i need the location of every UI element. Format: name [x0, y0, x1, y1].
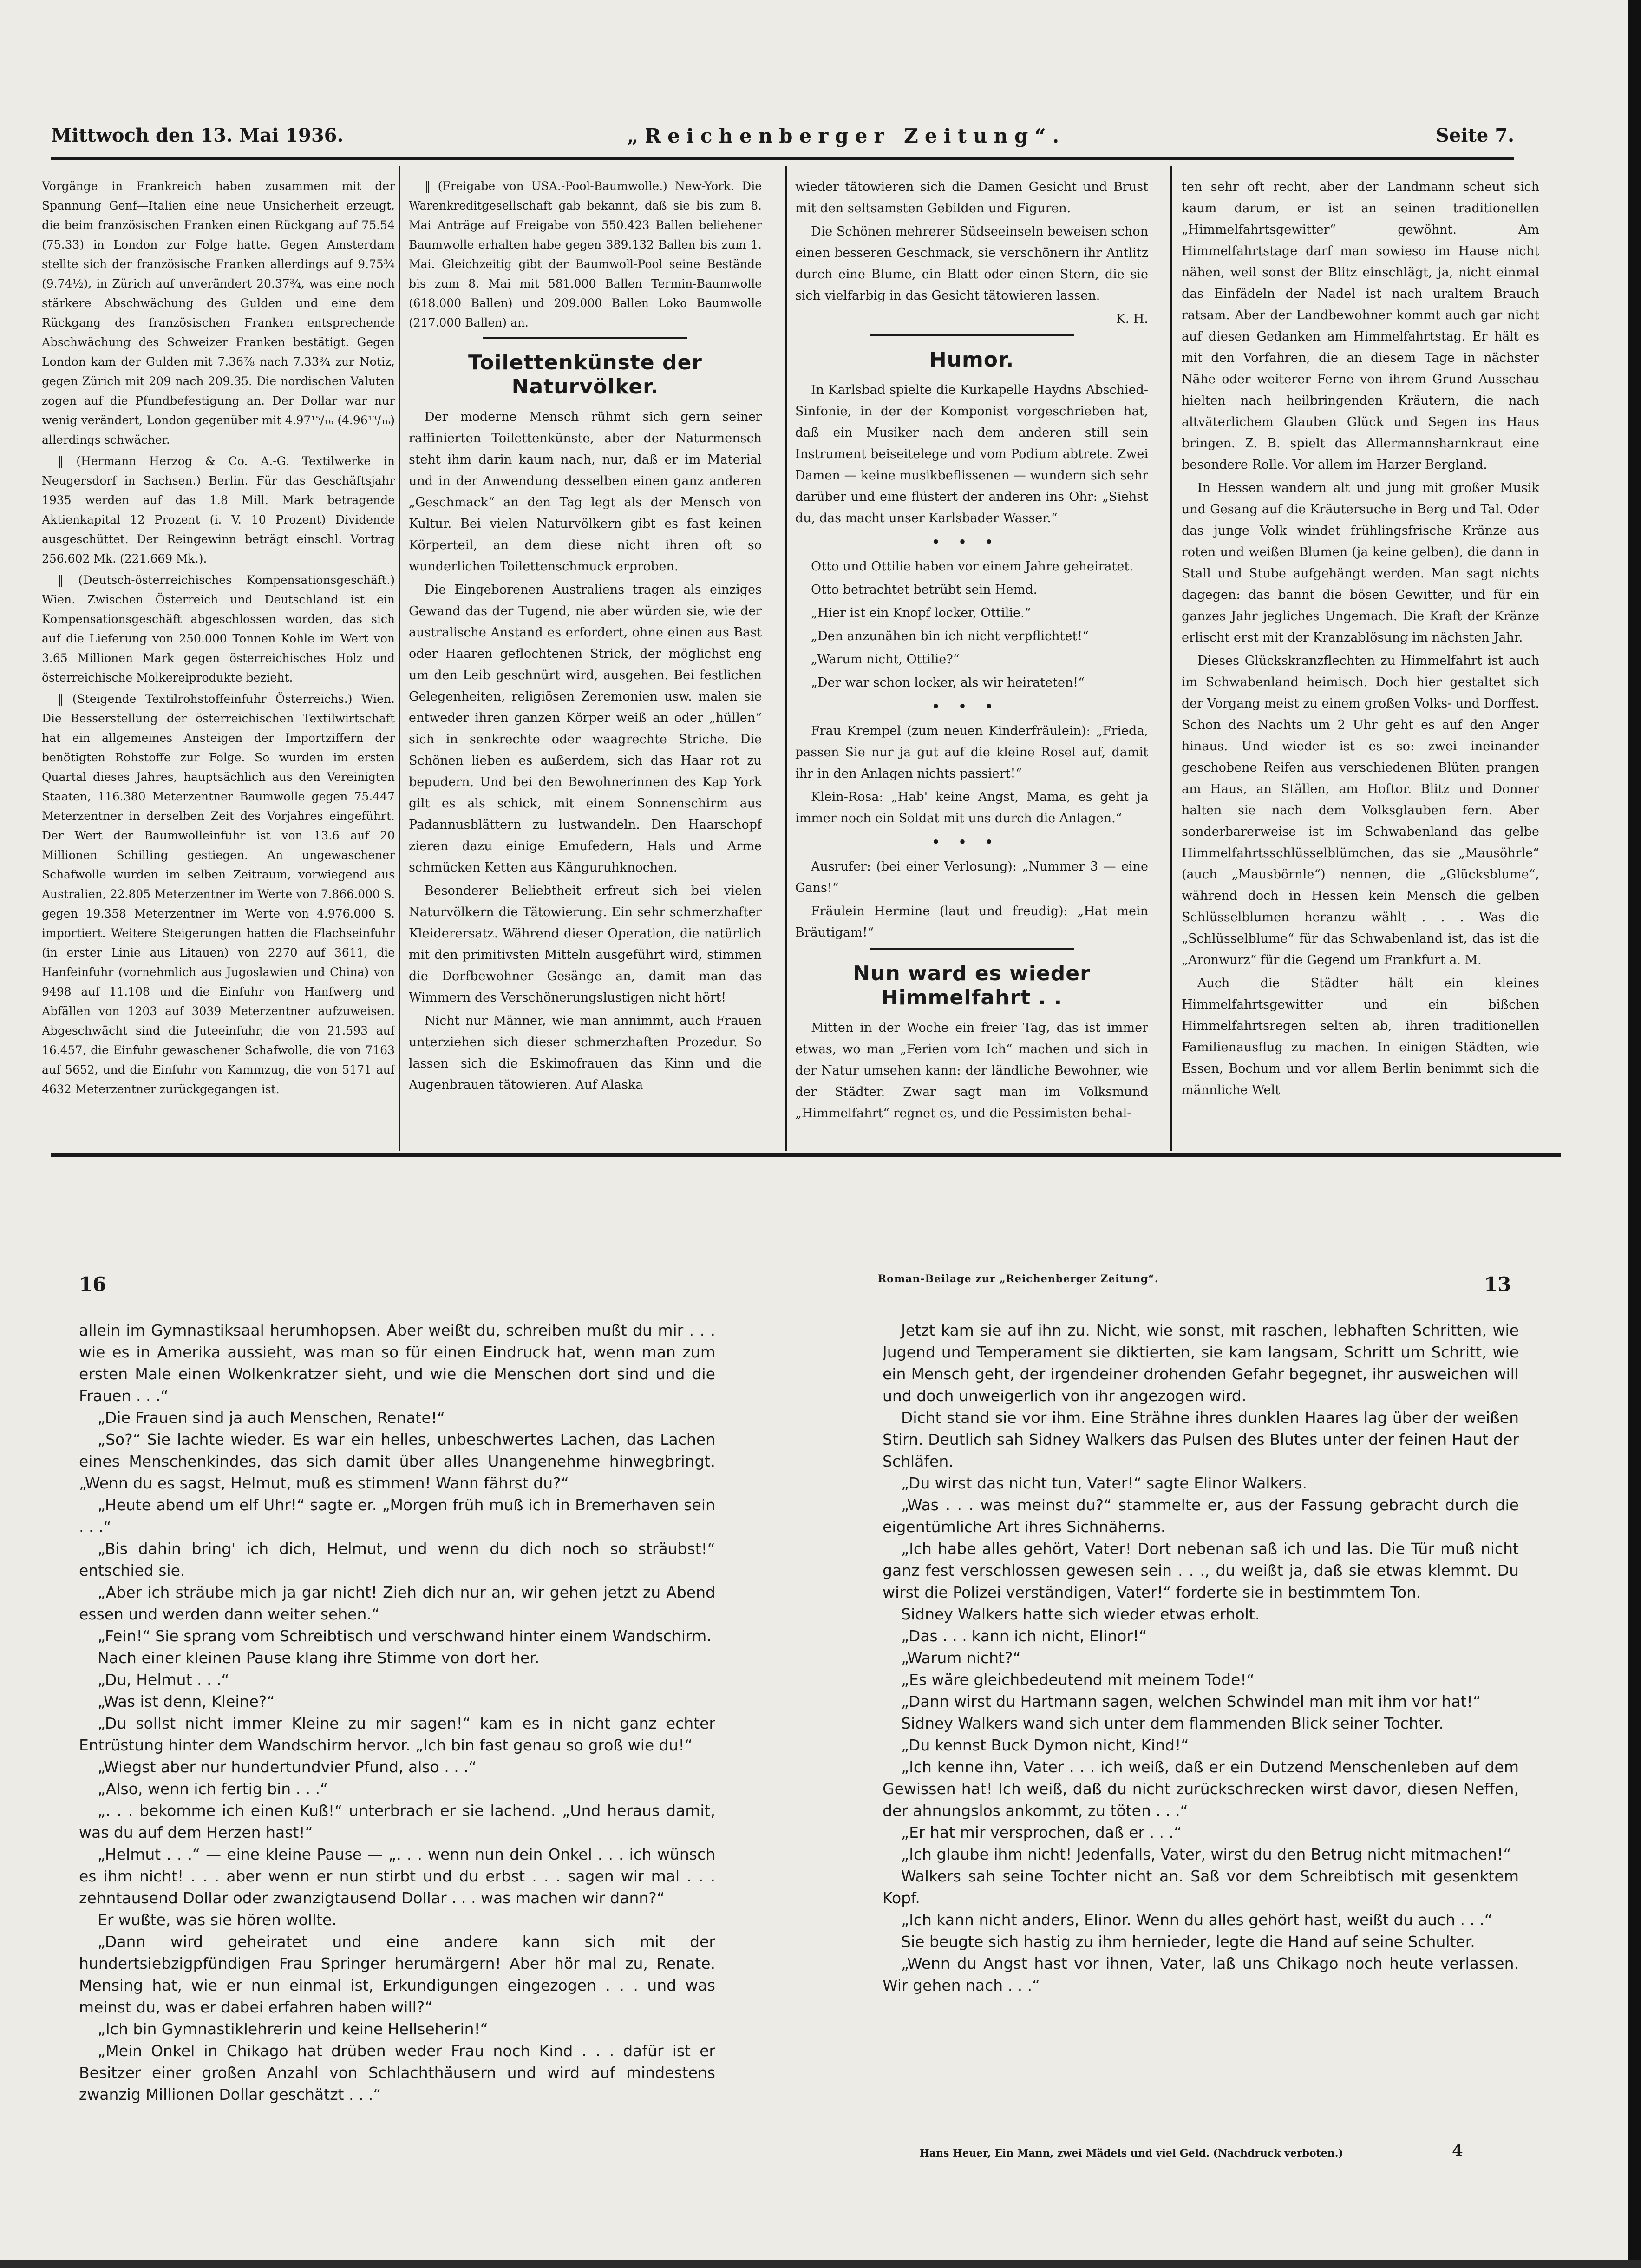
novel-paragraph: „Ich kann nicht anders, Elinor. Wenn du alles gehört hast, weißt du auch . . .“ [901, 1911, 1493, 1929]
joke-paragraph: Klein-Rosa: „Hab' keine Angst, Mama, es geht ja immer noch ein Soldat mit uns durch die Anlagen.“ [795, 790, 1148, 826]
page-edge [1628, 0, 1641, 2268]
novel-paragraph: „Du wirst das nicht tun, Vater!“ sagte Elinor Walkers. [901, 1474, 1307, 1492]
novel-paragraph: „. . . bekomme ich einen Kuß!“ unterbrach er sie lachend. „Und heraus damit, was du auf dem Herzen hast!“ [79, 1802, 715, 1842]
article-paragraph: Der moderne Mensch rühmt sich gern seiner raffinierten Toilettenkünste, aber der Naturmensch steht ihm darin kaum nach, nur, daß er im Material und in der Anwendung desselben einen ganz anderen „Geschmack“ an den Tag legt als der Mensch von Kultur. Bei vielen Naturvölkern gibt es fast keinen Körperteil, an dem diese nicht ihren oft so wunderlichen Toilettenschmuck erproben. [409, 410, 762, 574]
article-paragraph: Dieses Glückskranzflechten zu Himmelfahrt ist auch im Schwabenland heimisch. Doch hier gestaltet sich der Vorgang meist zu einem großen Volks- und Dorffest. Schon des Nachts um 2 Uhr geht es auf den Anger hinaus. Und wieder ist es so: zwei ineinander geschobene Reifen aus verschiedenen Blüten prangen am Haus, an Ställen, am Hoftor. Blitz und Donner halten sie nach dem Volksglauben fern. Aber sonderbarerweise ist im Schwabenland das gelbe Himmelfahrtsschlüsselblümchen, das sie „Mausöhrle“ (auch „Mausbörnle“) nennen, die „Glücksblume“, während doch in Hessen kein Mensch die gelben Schlüsselblumen heranzu wählt . . . Was die „Schlüsselblume“ für das Schwabenland ist, das ist die „Aronwurz“ für die Gegend um Frankfurt a. M. [1182, 654, 1539, 967]
novel-paragraph: „Heute abend um elf Uhr!“ sagte er. „Morgen früh muß ich in Bremerhaven sein . . .“ [79, 1496, 715, 1536]
joke-paragraph: „Warum nicht, Ottilie?“ [811, 652, 960, 667]
newspaper-header [51, 125, 1514, 157]
article-paragraph: wieder tätowieren sich die Damen Gesicht und Brust mit den seltsamsten Gebilden und Figuren. [795, 180, 1148, 216]
novel-paragraph: Sie beugte sich hastig zu ihm hernieder, legte die Hand auf seine Schulter. [901, 1933, 1475, 1951]
novel-page-number-left: 16 [79, 1273, 106, 1296]
novel-paragraph: Jetzt kam sie auf ihn zu. Nicht, wie sonst, mit raschen, lebhaften Schritten, wie Jugend und Temperament sie diktierten, sie kam langsam, Schritt um Schritt, wie ein Mensch geht, der irgendeiner drohenden Gefahr begegnet, ihr ausweichen will und doch unweigerlich von ihr angezogen wird. [883, 1321, 1519, 1405]
article-paragraph: ‖ (Deutsch-österreichisches Kompensationsgeschäft.) Wien. Zwischen Österreich und Deutschland ist ein Kompensationsgeschäft abgeschlossen worden, das sich auf die Lieferung von 250.000 Tonnen Kohle im Wert von 3.65 Millionen Mark gegen österreichisches Holz und österreichische Molkereiprodukte bezieht. [42, 573, 395, 684]
novel-paragraph: Sidney Walkers hatte sich wieder etwas erholt. [901, 1605, 1260, 1623]
section-bottom-rule [51, 1153, 1561, 1157]
column-divider [785, 166, 787, 1151]
column-divider [1170, 166, 1172, 1151]
column-himmelfahrt [1182, 177, 1539, 1147]
novel-paragraph: „Fein!“ Sie sprang vom Schreibtisch und verschwand hinter einem Wandschirm. [98, 1627, 712, 1645]
novel-paragraph: „Was ist denn, Kleine?“ [98, 1692, 275, 1711]
article-paragraph: ten sehr oft recht, aber der Landmann scheut sich kaum darum, er ist an seinen traditionellen „Himmelfahrtsgewitter“ gewöhnt. Am Himmelfahrtstage darf man sowieso im Hause nicht nähen, weil sonst der Blitz einschlägt, ja, nicht einmal das Einfädeln der Nadel ist nach uraltem Brauch ratsam. Aber der Landbewohner kommt auch gar nicht auf diesen Gedanken am Himmelfahrtstag. Er hält es mit den Vorfahren, die an diesem Tage in nächster Nähe oder weiterer Ferne von ihrem Grund Ausschau hielten nach heilbringenden Kräutern, die nach altväterlichem Glauben Glück und Segen ins Haus bringen. Z. B. spielt das Allermannsharnkraut eine besondere Rolle. Vor allem im Harzer Bergland. [1182, 180, 1539, 472]
joke-paragraph: In Karlsbad spielte die Kurkapelle Haydns Abschied-Sinfonie, in der der Komponist vorgeschrieben hat, daß ein Musiker nach dem anderen still sein Instrument beiseitelege und vom Podium abtrete. Zwei Damen — keine musikbeflissenen — wundern sich sehr darüber und eine flüstert der anderen ins Ohr: „Siehst du, das macht unser Karlsbader Wasser.“ [795, 383, 1148, 525]
novel-paragraph: „Helmut . . .“ — eine kleine Pause — „. . . wenn nun dein Onkel . . . ich wünsch es ihm nicht! . . . aber wenn er nun stirbt und du erbst . . . sagen wir mal . . . zehntausend Dollar oder zwanzigtausend Dollar . . . was machen wir dann?“ [79, 1845, 715, 1907]
novel-paragraph: „Er hat mir versprochen, daß er . . .“ [901, 1823, 1182, 1842]
novel-paragraph: „Ich habe alles gehört, Vater! Dort nebenan saß ich und las. Die Tür muß nicht ganz fest verschlossen gewesen sein . . ., du weißt ja, daß sie etwas klemmt. Du wirst die Polizei verständigen, Vater!“ forderte sie in bestimmtem Ton. [883, 1540, 1519, 1601]
novel-paragraph: „Ich bin Gymnastiklehrerin und keine Hellseherin!“ [98, 2020, 488, 2038]
article-paragraph: ‖ (Steigende Textilrohstoffeinfuhr Österreichs.) Wien. Die Besserstellung der österreichischen Textilwirtschaft hat ein allgemeines Ansteigen der Importziffern der benötigten Rohstoffe zur Folge. So wurden im ersten Quartal dieses Jahres, hauptsächlich aus den Vereinigten Staaten, 116.380 Meterzentner Baumwolle gegen 75.447 Meterzentner in derselben Zeit des Vorjahres eingeführt. Der Wert der Baumwolleinfuhr ist von 13.6 auf 20 Millionen Schilling gestiegen. An ungewaschener Schafwolle wurden im selben Zeitraum, vorwiegend aus Australien, 22.805 Meterzentner im Werte von 7.866.000 S. gegen 19.358 Meterzentner im Werte von 4.976.000 S. importiert. Weitere Steigerungen hatten die Flachseinfuhr (in erster Linie aus Litauen) von 2270 auf 3611, die Hanfeinfuhr (vornehmlich aus Jugoslawien und China) von 9498 auf 11.108 und die Einfuhr von Hanfwerg und Abfällen von 1203 auf 3039 Meterzentner aufzuweisen. Abgeschwächt sind die Juteeinfuhr, die von 21.593 auf 16.457, die Einfuhr gewaschener Schafwolle, die von 7163 auf 5652, und die Einfuhr von Kammzug, die von 5171 auf 4632 Meterzentner zurückgegangen ist. [42, 692, 395, 1096]
article-paragraph: Nicht nur Männer, wie man annimmt, auch Frauen unterziehen sich dieser schmerzhaften Prozedur. So lassen sich die Eskimofrauen das Kinn und die Augenbrauen tätowieren. Auf Alaska [409, 1014, 762, 1092]
novel-footer-mark: 4 [1452, 2142, 1463, 2160]
novel-supplement-header: Roman-Beilage zur „Reichenberger Zeitung“. [878, 1273, 1159, 1285]
novel-paragraph: Nach einer kleinen Pause klang ihre Stimme von dort her. [98, 1649, 540, 1667]
section-rule [483, 337, 688, 339]
novel-paragraph: Walkers sah seine Tochter nicht an. Saß vor dem Schreibtisch mit gesenktem Kopf. [883, 1867, 1519, 1907]
novel-paragraph: „Aber ich sträube mich ja gar nicht! Zieh dich nur an, wir gehen jetzt zu Abend essen und werden dann weiter sehen.“ [79, 1583, 715, 1623]
author-signature: K. H. [1116, 312, 1148, 326]
page-label: Seite 7. [1435, 125, 1514, 146]
article-paragraph: ‖ (Hermann Herzog & Co. A.-G. Textilwerke in Neugersdorf in Sachsen.) Berlin. Für das Geschäftsjahr 1935 werden auf das 1.8 Mill. Mark betragende Aktienkapital 12 Prozent (i. V. 10 Prozent) Dividende ausgeschüttet. Der Reingewinn beträgt einschl. Vortrag 256.602 Mk. (221.669 Mk.). [42, 454, 395, 565]
section-heading: Humor. [929, 348, 1014, 372]
column-economy [42, 177, 395, 1147]
section-rule [870, 948, 1074, 950]
joke-paragraph: Fräulein Hermine (laut und freudig): „Hat mein Bräutigam!“ [795, 904, 1148, 940]
article-paragraph: Vorgänge in Frankreich haben zusammen mit der Spannung Genf—Italien eine neue Unsicherheit erzeugt, die beim französischen Franken einen Rückgang auf 75.54 (75.33) in London zur Folge hatte. Gegen Amsterdam stellte sich der französische Franken allerdings auf 9.75¾ (9.74½), in Zürich auf unverändert 20.37¾, was eine noch stärkere Abschwächung des Gulden und eine dem Rückgang des französischen Franken entsprechende Abschwächung des Schweizer Franken bestätigt. Gegen London kam der Gulden mit 7.36⅞ nach 7.33¾ zur Notiz, gegen Zürich mit 209 nach 209.35. Die nordischen Valuten zogen auf die Pfundbefestigung an. Der Dollar war nur wenig verändert, London gegenüber mit 4.97¹⁵/₁₆ (4.96¹³/₁₆) allerdings schwächer. [42, 179, 395, 446]
novel-paragraph: „Dann wirst du Hartmann sagen, welchen Schwindel man mit ihm vor hat!“ [901, 1692, 1481, 1711]
section-rule [870, 334, 1074, 336]
novel-paragraph: „Wiegst aber nur hundertundvier Pfund, also . . .“ [98, 1758, 477, 1776]
article-heading: Toilettenkünste der Naturvölker. [468, 351, 702, 399]
novel-paragraph: „Also, wenn ich fertig bin . . .“ [98, 1780, 328, 1798]
novel-paragraph: „Mein Onkel in Chikago hat drüben weder Frau noch Kind . . . dafür ist er Besitzer einer großen Anzahl von Schlachthäusern und wird auf mindestens zwanzig Millionen Dollar geschätzt . . .“ [79, 2042, 715, 2104]
column-toilettenkuenste [409, 177, 762, 1147]
newspaper-title: „Reichenberger Zeitung“. [627, 125, 1066, 147]
novel-footer-credit: Hans Heuer, Ein Mann, zwei Mädels und viel Geld. (Nachdruck verboten.) [920, 2147, 1343, 2159]
joke-paragraph: Frau Krempel (zum neuen Kinderfräulein): „Frieda, passen Sie nur ja gut auf die kleine Rosel auf, damit ihr in den Anlagen nichts passiert!“ [795, 724, 1148, 781]
article-paragraph: Auch die Städter hält ein kleines Himmelfahrtsgewitter und ein bißchen Himmelfahrtsregen selten ab, ihren traditionellen Familienausflug zu machen. In einigen Städten, wie Essen, Bochum und vor allem Berlin benimmt sich die männliche Welt [1182, 976, 1539, 1097]
separator-dots: ••• [932, 700, 1012, 714]
novel-paragraph: „Dann wird geheiratet und eine andere kann sich mit der hundertsiebzigpfündigen Frau Springer herumärgern! Aber hör mal zu, Renate. Mensing hat, wie er nun einmal ist, Erkundigungen eingezogen . . . und was meinst du, was er dabei erfahren haben will?“ [79, 1933, 715, 2016]
article-paragraph: Besonderer Beliebtheit erfreut sich bei vielen Naturvölkern die Tätowierung. Ein sehr schmerzhafter Kleiderersatz. Während dieser Operation, die natürlich mit den primitivsten Mitteln ausgeführt wird, stimmen die Dorfbewohner Gesänge an, damit man das Wimmern des Verschönerungslustigen nicht hört! [409, 884, 762, 1005]
article-heading: Nun ward es wieder Himmelfahrt . . [853, 962, 1091, 1009]
novel-paragraph: „Du, Helmut . . .“ [98, 1671, 229, 1689]
novel-paragraph: allein im Gymnastiksaal herumhopsen. Aber weißt du, schreiben mußt du mir . . . wie es in Amerika aussieht, was man so für einen Eindruck hat, wenn man zum ersten Male einen Wolkenkratzer sieht, und wie die Menschen dort sind und die Frauen . . .“ [79, 1321, 715, 1405]
novel-page-number-right: 13 [1484, 1273, 1511, 1296]
joke-paragraph: „Den anzunähen bin ich nicht verpflichtet!“ [811, 629, 1089, 643]
issue-date: Mittwoch den 13. Mai 1936. [51, 125, 344, 146]
novel-paragraph: Er wußte, was sie hören wollte. [98, 1911, 337, 1929]
page-edge-bottom [0, 2260, 1641, 2268]
joke-paragraph: Ausrufer: (bei einer Verlosung): „Nummer 3 — eine Gans!“ [795, 859, 1148, 895]
novel-paragraph: „Wenn du Angst hast vor ihnen, Vater, laß uns Chikago noch heute verlassen. Wir gehen nach . . .“ [883, 1954, 1519, 1994]
novel-paragraph: „Ich glaube ihm nicht! Jedenfalls, Vater, wirst du den Betrug nicht mitmachen!“ [901, 1845, 1511, 1863]
article-paragraph: ‖ (Freigabe von USA.-Pool-Baumwolle.) New-York. Die Warenkreditgesellschaft gab bekannt, daß sie bis zum 8. Mai Anträge auf Freigabe von 550.423 Ballen beliehener Baumwolle erhalten habe gegen 389.132 Ballen bis zum 1. Mai. Gleichzeitig gibt der Baumwoll-Pool seine Bestände bis zum 8. Mai mit 581.000 Ballen Termin-Baumwolle (618.000 Ballen) und 209.000 Ballen Loko Baumwolle (217.000 Ballen) an. [409, 179, 762, 329]
novel-paragraph: „Ich kenne ihn, Vater . . . ich weiß, daß er ein Dutzend Menschenleben auf dem Gewissen hat! Ich weiß, daß du nicht zurückschrecken wirst davor, diesen Neffen, der ahnungslos ankommt, zu töten . . .“ [883, 1758, 1519, 1820]
novel-paragraph: „Bis dahin bring' ich dich, Helmut, und wenn du dich noch so sträubst!“ entschied sie. [79, 1540, 715, 1580]
joke-paragraph: Otto betrachtet betrübt sein Hemd. [811, 583, 1038, 597]
novel-right-page [883, 1319, 1519, 2193]
novel-paragraph: Dicht stand sie vor ihm. Eine Strähne ihres dunklen Haares lag über der weißen Stirn. Deutlich sah Sidney Walkers das Pulsen des Blutes unter der feinen Haut der Schläfen. [883, 1409, 1519, 1470]
novel-paragraph: „Warum nicht?“ [901, 1649, 1021, 1667]
novel-paragraph: „Was . . . was meinst du?“ stammelte er, aus der Fassung gebracht durch die eigentümliche Art ihres Sichnäherns. [883, 1496, 1519, 1536]
column-humor [795, 177, 1148, 1147]
joke-paragraph: Otto und Ottilie haben vor einem Jahre geheiratet. [811, 559, 1133, 574]
novel-paragraph: „So?“ Sie lachte wieder. Es war ein helles, unbeschwertes Lachen, das Lachen eines Menschenkindes, das sich damit über alles Unangenehme hinwegbringt. „Wenn du es sagst, Helmut, muß es stimmen! Wann fährst du?“ [79, 1430, 715, 1492]
article-paragraph: Mitten in der Woche ein freier Tag, das ist immer etwas, wo man „Ferien vom Ich“ machen und sich in der Natur umsehen kann: der ländliche Bewohner, wie der Städter. Zwar sagt man im Volksmund „Himmelfahrt“ regnet es, und die Pessimisten behal- [795, 1021, 1148, 1121]
article-paragraph: Die Eingeborenen Australiens tragen als einziges Gewand das der Tugend, nie aber würden sie, wie der australische Anstand es erfordert, ohne einen aus Bast oder Haaren geflochtenen Strick, der möglichst eng um den Leib geschnürt wird, ausgehen. Bei festlichen Gelegenheiten, religiösen Zeremonien usw. malen sie entweder ihren ganzen Körper weiß an oder „hüllen“ sich in senkrechte oder waagrechte Striche. Die Schönen lieben es außerdem, sich das Haar rot zu bepudern. Und bei den Bewohnerinnen des Kap York gilt es als schick, mit einem Sonnenschirm aus Padannusblättern zu lustwandeln. Den Haarschopf zieren dazu einige Emufedern, Hals und Arme schmücken Ketten aus Känguruhknochen. [409, 583, 762, 875]
novel-paragraph: „Du sollst nicht immer Kleine zu mir sagen!“ kam es in nicht ganz echter Entrüstung hinter dem Wandschirm hervor. „Ich bin fast genau so groß wie du!“ [79, 1714, 715, 1754]
novel-paragraph: Sidney Walkers wand sich unter dem flammenden Blick seiner Tochter. [901, 1714, 1444, 1732]
novel-paragraph: „Das . . . kann ich nicht, Elinor!“ [901, 1627, 1147, 1645]
header-rule [51, 157, 1514, 160]
article-paragraph: Die Schönen mehrerer Südseeinseln beweisen schon einen besseren Geschmack, sie verschönern ihr Antlitz durch eine Blume, ein Blatt oder einen Stern, die sie sich vielfarbig in das Gesicht tätowieren lassen. [795, 224, 1148, 303]
separator-dots: ••• [932, 535, 1012, 550]
joke-paragraph: „Hier ist ein Knopf locker, Ottilie.“ [811, 606, 1031, 620]
novel-paragraph: „Es wäre gleichbedeutend mit meinem Tode!“ [901, 1671, 1255, 1689]
separator-dots: ••• [932, 835, 1012, 850]
novel-paragraph: „Du kennst Buck Dymon nicht, Kind!“ [901, 1736, 1189, 1754]
novel-paragraph: „Die Frauen sind ja auch Menschen, Renate!“ [98, 1409, 445, 1427]
column-divider [399, 166, 400, 1151]
novel-left-page [79, 1319, 715, 2193]
joke-paragraph: „Der war schon locker, als wir heirateten!“ [811, 675, 1085, 690]
article-paragraph: In Hessen wandern alt und jung mit großer Musik und Gesang auf die Kräutersuche in Berg und Tal. Oder das junge Volk windet frühlingsfrische Kränze aus roten und weißen Blumen (ja keine gelben), die dann in Stall und Stube aufgehängt werden. Man sagt nichts dagegen: das bannt die bösen Gewitter, und für ein ganzes Jahr jegliches Ungemach. Die Kraft der Kränze erlischt erst mit der Kranzablösung im nächsten Jahr. [1182, 481, 1539, 645]
